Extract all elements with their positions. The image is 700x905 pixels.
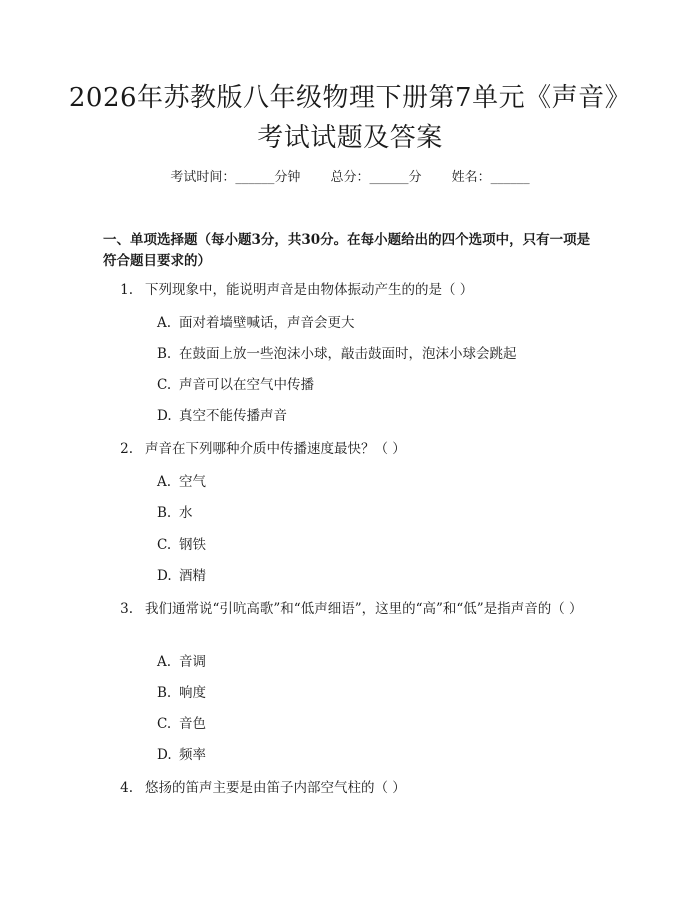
exam-score: 总分：______分 — [330, 170, 422, 185]
option-text: 钢铁 — [179, 537, 206, 553]
question-3 — [103, 599, 603, 620]
option-1d — [157, 406, 597, 427]
option-text: 响度 — [179, 685, 206, 701]
option-letter: D. — [157, 568, 172, 584]
question-number: 1. — [120, 282, 133, 298]
option-letter: B. — [157, 685, 172, 701]
option-text: 音调 — [179, 654, 206, 670]
option-text: 声音可以在空气中传播 — [179, 377, 314, 393]
question-1 — [103, 280, 603, 301]
option-1c — [157, 375, 597, 396]
option-text: 频率 — [179, 747, 206, 763]
question-text: 我们通常说“引吭高歌”和“低声细语”，这里的“高”和“低”是指声音的（ ） — [145, 601, 583, 617]
option-letter: C. — [157, 377, 172, 393]
page-title: 2026年苏教版八年级物理下册第7单元《声音》考试试题及答案 — [68, 83, 632, 153]
option-3b — [157, 683, 597, 704]
question-number: 4. — [120, 780, 133, 796]
option-2c — [157, 535, 597, 556]
exam-time: 考试时间：______分钟 — [170, 170, 301, 185]
question-number: 3. — [120, 601, 133, 617]
option-2b — [157, 503, 597, 524]
option-letter: A. — [157, 474, 172, 490]
option-letter: C. — [157, 537, 172, 553]
option-letter: D. — [157, 408, 172, 424]
exam-name: 姓名：______ — [451, 170, 530, 185]
question-number: 2. — [120, 441, 133, 457]
question-2 — [103, 439, 603, 460]
option-text: 空气 — [179, 474, 206, 490]
option-3d — [157, 745, 597, 766]
option-3c — [157, 714, 597, 735]
option-letter: A. — [157, 315, 172, 331]
option-text: 音色 — [179, 716, 206, 732]
option-letter: C. — [157, 716, 172, 732]
option-text: 酒精 — [179, 568, 206, 584]
question-4 — [103, 778, 603, 799]
question-text: 下列现象中，能说明声音是由物体振动产生的的是（ ） — [145, 282, 474, 298]
option-2d — [157, 566, 597, 587]
option-text: 在鼓面上放一些泡沫小球，敲击鼓面时，泡沫小球会跳起 — [179, 346, 517, 362]
option-text: 水 — [179, 505, 193, 521]
question-text: 悠扬的笛声主要是由笛子内部空气柱的（ ） — [145, 780, 406, 796]
exam-meta — [0, 168, 700, 188]
option-text: 真空不能传播声音 — [179, 408, 287, 424]
option-3a — [157, 652, 597, 673]
option-letter: B. — [157, 505, 172, 521]
option-2a — [157, 472, 597, 493]
option-text: 面对着墙壁喊话，声音会更大 — [179, 315, 355, 331]
section-heading: 一、单项选择题（每小题3分，共30分。在每小题给出的四个选项中，只有一项是符合题目要求的） — [103, 232, 591, 269]
option-1b — [157, 344, 597, 365]
option-letter: B. — [157, 346, 172, 362]
option-letter: D. — [157, 747, 172, 763]
option-letter: A. — [157, 654, 172, 670]
question-text: 声音在下列哪种介质中传播速度最快？（ ） — [145, 441, 406, 457]
option-1a — [157, 313, 597, 334]
